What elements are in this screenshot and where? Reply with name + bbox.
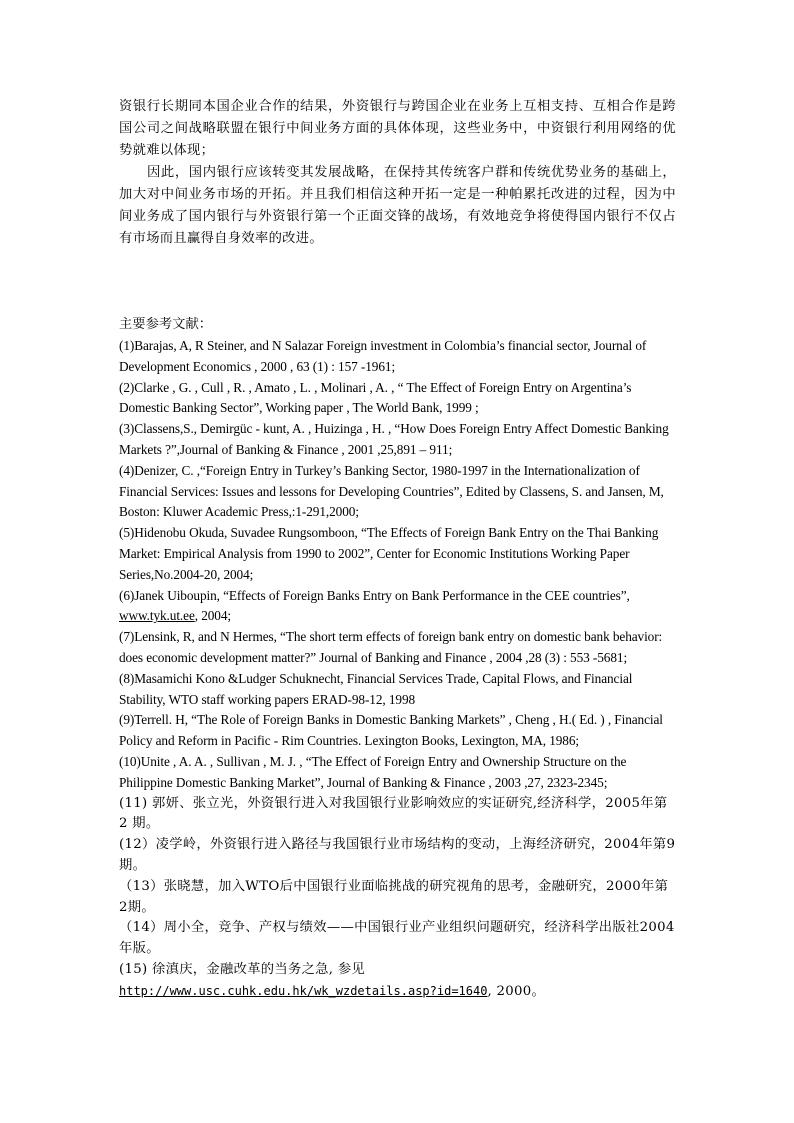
reference-11: (11) 郭妍、张立光，外资银行进入对我国银行业影响效应的实证研究,经济科学，2005年第2 期。 [119,795,668,832]
reference-6-text: (6)Janek Uiboupin, “Effects of Foreign Banks Entry on Bank Performance in the CEE countries”, [119,587,630,603]
reference-7: (7)Lensink, R, and N Hermes, “The short term effects of foreign bank entry on domestic bank behavior: does economic development matter?” Journal of Banking and Finance , 2004 ,28 (3) : 553 -5681; [119,629,663,665]
reference-4: (4)Denizer, C. ,“Foreign Entry in Turkey’s Banking Sector, 1980-1997 in the Internationalization of Financial Services: Issues and lessons for Developing Countries”, Edited by Classens, S. and Jansen, M, Boston: Kluwer Academic Press,:1-291,2000; [119,462,664,520]
references-title: 主要参考文献： [119,317,213,332]
body-paragraph-1: 资银行长期同本国企业合作的结果，外资银行与跨国企业在业务上互相支持、互相合作是跨国公司之间战略联盟在银行中间业务方面的具体体现，这些业务中，中资银行利用网络的优势就难以体现； [119,99,676,158]
reference-15-tail: , 2000。 [487,983,546,999]
reference-12: (12）凌学岭，外资银行进入路径与我国银行业市场结构的变动，上海经济研究，2004年第9期。 [119,837,676,873]
reference-13: （13）张晓慧，加入WTO后中国银行业面临挑战的研究视角的思考，金融研究，2000年第2期。 [119,878,669,915]
reference-10: (10)Unite , A. A. , Sullivan , M. J. , “The Effect of Foreign Entry and Ownership Structure on the Philippine Domestic Banking Market”, Journal of Banking & Finance , 2003 ,27, 2323-2345; [119,753,627,790]
reference-6-link[interactable]: www.tyk.ut.ee [119,608,195,624]
reference-6-tail: , 2004; [194,608,232,624]
reference-1: (1)Barajas, A, R Steiner, and N Salazar Foreign investment in Colombia’s financial sector, Journal of Development Economics , 2000 , 63 (1) : 157 -1961; [119,338,647,374]
reference-3: (3)Classens,S., Demirgüc - kunt, A. , Huizinga , H. , “How Does Foreign Entry Affect Domestic Banking Markets ?”,Journal of Banking & Finance , 2001 ,25,891 – 911; [119,421,669,457]
reference-8: (8)Masamichi Kono &Ludger Schuknecht, Financial Services Trade, Capital Flows, and Financial Stability, WTO staff working papers ERAD-98-12, 1998 [119,670,633,707]
reference-2: (2)Clarke , G. , Cull , R. , Amato , L. , Molinari , A. , “ The Effect of Foreign Entry on Argentina’s Domestic Banking Sector”, Working paper , The World Bank, 1999 ; [119,379,632,416]
body-paragraph-2: 因此，国内银行应该转变其发展战略，在保持其传统客户群和传统优势业务的基础上，加大对中间业务市场的开拓。并且我们相信这种开拓一定是一种帕累托改进的过程，因为中间业务成了国内银行与外资银行第一个正面交锋的战场，有效地竞争将使得国内银行不仅占有市场而且赢得自身效率的改进。 [119,165,676,246]
reference-5: (5)Hidenobu Okuda, Suvadee Rungsomboon, “The Effects of Foreign Bank Entry on the Thai Banking Market: Empirical Analysis from 1990 to 2002”, Center for Economic Institutions Working Paper Series,No.2004-20, 2004; [119,525,659,582]
reference-15-link[interactable]: http://www.usc.cuhk.edu.hk/wk_wzdetails.asp?id=1640 [119,983,488,998]
reference-14: （14）周小全，竞争、产权与绩效——中国银行业产业组织问题研究，经济科学出版社2004年版。 [119,920,675,957]
reference-15-text: (15) 徐滇庆，金融改革的当务之急, 参见 [119,961,366,977]
section-gap [119,250,676,314]
reference-15 [119,960,676,1003]
reference-9: (9)Terrell. H, “The Role of Foreign Banks in Domestic Banking Markets” , Cheng , H.( Ed. ) , Financial Policy and Reform in Pacific - Rim Countries. Lexington Books, Lexington, MA, 1986; [119,712,663,749]
reference-6 [119,586,676,628]
